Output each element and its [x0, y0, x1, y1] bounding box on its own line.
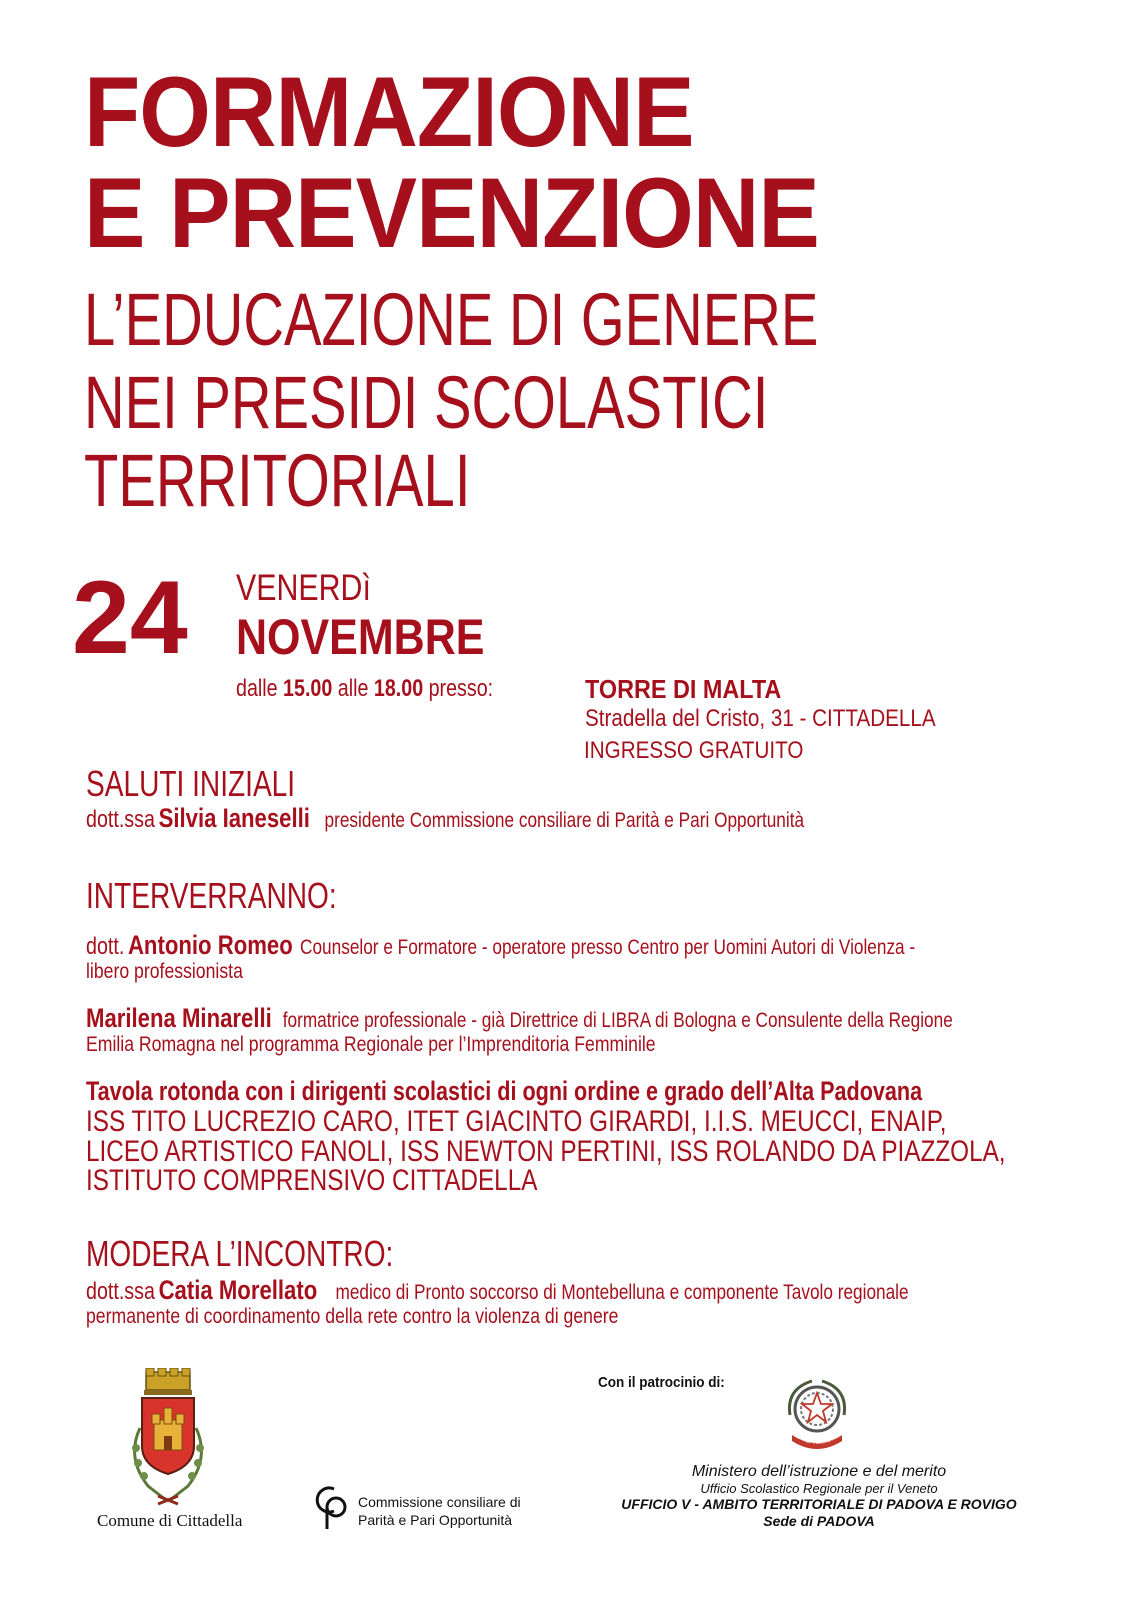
title-line-2: E PREVENZIONE: [84, 157, 819, 268]
emblem-ribbon-text: REPVBBLICA ITAL: [801, 1431, 844, 1447]
cpo-logo-icon: [312, 1483, 352, 1533]
comune-label: Comune di Cittadella: [97, 1511, 243, 1530]
commission-label: [358, 1493, 521, 1529]
subtitle-line-1: L’EDUCAZIONE DI GENERE: [84, 278, 819, 361]
school-list-line: ISS TITO LUCREZIO CARO, ITET GIACINTO GIRARDI, I.I.S. MEUCCI, ENAIP,: [86, 1105, 947, 1138]
ministry-unit: UFFICIO V - AMBITO TERRITORIALE DI PADOVA E ROVIGO: [621, 1496, 1017, 1512]
ministry-office: Ufficio Scolastico Regionale per il Veneto: [700, 1481, 938, 1496]
subtitle-line-2: NEI PRESIDI SCOLASTICI: [84, 361, 769, 444]
saluti-speaker: [86, 803, 804, 834]
time-from-text: dalle: [236, 675, 278, 702]
school-list-line: ISTITUTO COMPRENSIVO CITTADELLA: [86, 1164, 538, 1197]
event-time: [236, 675, 493, 703]
speaker-name: Catia Morellato: [158, 1275, 318, 1305]
speaker-role: Counselor e Formatore - operatore presso Centro per Uomini Autori di Violenza -: [300, 936, 916, 959]
speaker-role: presidente Commissione consiliare di Parità e Pari Opportunità: [324, 809, 805, 832]
speaker-name: Silvia Ianeselli: [158, 803, 310, 833]
moderator-heading: MODERA L’INCONTRO:: [86, 1233, 394, 1274]
time-at-text: presso:: [428, 675, 494, 702]
speaker-role-continued: permanente di coordinamento della rete contro la violenza di genere: [86, 1305, 619, 1328]
speaker-role: medico di Pronto soccorso di Montebelluna e componente Tavolo regionale: [335, 1281, 909, 1304]
italian-emblem-icon: [782, 1375, 852, 1451]
saluti-heading: SALUTI INIZIALI: [86, 763, 296, 804]
speaker-minarelli: [86, 1003, 953, 1034]
time-end: 18.00: [373, 675, 424, 702]
speaker-romeo: [86, 930, 915, 961]
speaker-name: Antonio Romeo: [127, 930, 293, 960]
time-start: 15.00: [283, 675, 333, 702]
interverranno-heading: INTERVERRANNO:: [86, 875, 337, 916]
speaker-prefix: dott.: [86, 933, 125, 960]
venue-address: Stradella del Cristo, 31 - CITTADELLA: [585, 705, 936, 732]
venue-name: TORRE DI MALTA: [585, 674, 782, 704]
ministry-block: [594, 1462, 1044, 1530]
patronage-label: Con il patrocinio di:: [598, 1374, 725, 1391]
round-table-title: Tavola rotonda con i dirigenti scolastici di ogni ordine e grado dell’Alta Padovana: [86, 1076, 923, 1106]
commission-label-line-2: Parità e Pari Opportunità: [358, 1512, 513, 1528]
speaker-prefix: dott.ssa: [86, 806, 155, 833]
event-weekday: VENERDì: [236, 567, 371, 608]
speaker-prefix: dott.ssa: [86, 1278, 155, 1305]
event-month: NOVEMBRE: [236, 609, 485, 665]
speaker-role-continued: Emilia Romagna nel programma Regionale per l’Imprenditoria Femminile: [86, 1033, 656, 1056]
event-day: 24: [72, 560, 188, 676]
school-list-line: LICEO ARTISTICO FANOLI, ISS NEWTON PERTINI, ISS ROLANDO DA PIAZZOLA,: [86, 1135, 1006, 1168]
speaker-role: formatrice professionale - già Direttrice di LIBRA di Bologna e Consulente della Regione: [282, 1009, 953, 1032]
time-to-text: alle: [337, 675, 369, 702]
commission-label-line-1: Commissione consiliare di: [358, 1494, 521, 1510]
ministry-seat: Sede di PADOVA: [763, 1513, 875, 1529]
speaker-name: Marilena Minarelli: [86, 1003, 272, 1033]
title-line-1: FORMAZIONE: [84, 56, 694, 167]
speaker-role-continued: libero professionista: [86, 960, 243, 983]
moderator-speaker: [86, 1275, 909, 1306]
venue-entry: INGRESSO GRATUITO: [584, 737, 804, 764]
coat-of-arms-icon: [118, 1368, 218, 1508]
ministry-name: Ministero dell’istruzione e del merito: [691, 1463, 947, 1480]
subtitle-line-3: TERRITORIALI: [84, 439, 471, 522]
